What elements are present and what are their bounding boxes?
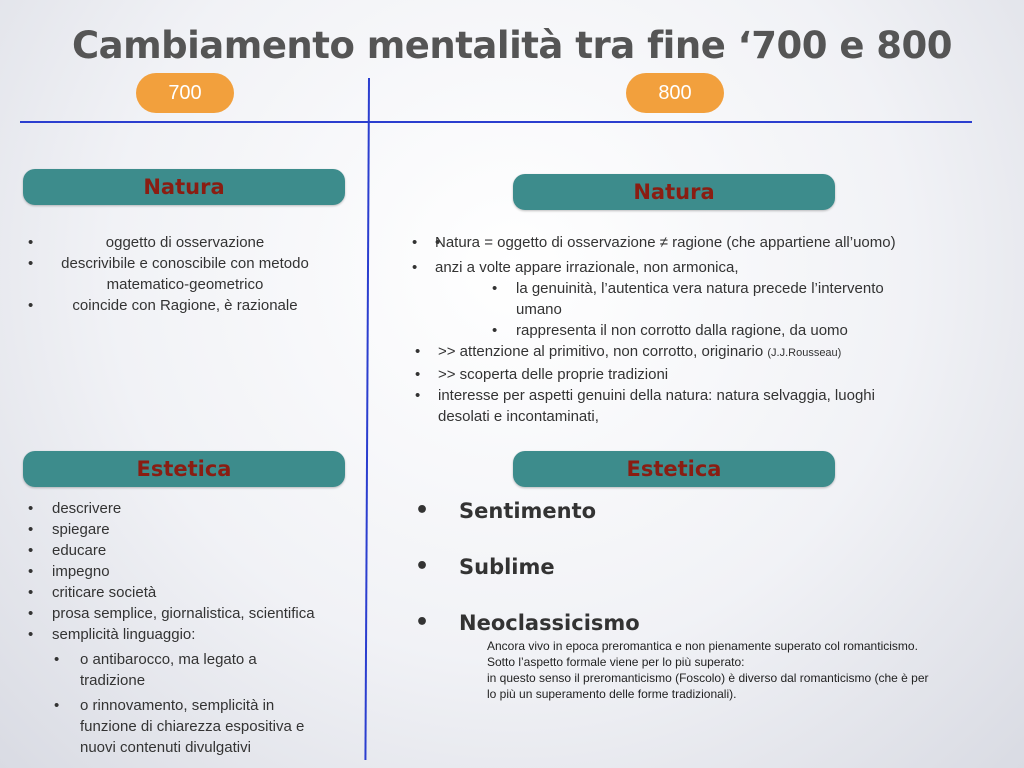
right-estetica-list — [415, 497, 815, 637]
right-natura-heading: Natura — [513, 174, 835, 210]
list-item: • oggetto di osservazione — [28, 232, 342, 253]
left-natura-heading: Natura — [23, 169, 345, 205]
right-natura-list — [410, 232, 990, 427]
left-natura-list — [28, 232, 342, 316]
list-item: • impegno — [25, 561, 355, 582]
list-item: • prosa semplice, giornalistica, scientifica — [25, 603, 355, 624]
list-sub-item-continuation: nuovi contenuti divulgativi — [80, 739, 251, 756]
list-item: • >> scoperta delle proprie tradizioni — [415, 366, 669, 383]
list-item: • criticare società — [25, 582, 355, 603]
list-sub-item-continuation: funzione di chiarezza espositiva e — [80, 718, 305, 735]
list-item-continuation: umano — [516, 301, 562, 318]
list-item: • anzi a volte appare irrazionale, non armonica, — [412, 259, 739, 276]
horizontal-divider — [20, 121, 972, 123]
list-item: • educare — [25, 540, 355, 561]
list-item: • interesse per aspetti genuini della natura: natura selvaggia, luoghi — [415, 387, 875, 404]
list-item: • descrivibile e conoscibile con metodo — [28, 253, 342, 274]
list-item: • • Natura = oggetto di osservazione ≠ ragione (che appartiene all’uomo) — [410, 232, 990, 253]
list-item-continuation: matematico-geometrico — [106, 276, 264, 293]
list-sub-item: • o rinnovamento, semplicità in — [25, 695, 355, 716]
list-item-sublime: • Sublime — [415, 553, 815, 581]
left-estetica-heading: Estetica — [23, 451, 345, 487]
vertical-divider — [364, 78, 370, 760]
list-item-continuation: desolati e incontaminati, — [438, 408, 599, 425]
list-item: • spiegare — [25, 519, 355, 540]
list-item: • rappresenta il non corrotto dalla ragione, da uomo — [492, 322, 848, 339]
list-item: • descrivere — [25, 498, 355, 519]
list-item-sentimento: • Sentimento — [415, 497, 815, 525]
list-item: • coincide con Ragione, è razionale — [28, 295, 342, 316]
pill-800: 800 — [626, 73, 724, 113]
list-sub-item-continuation: tradizione — [80, 672, 146, 689]
page-title: Cambiamento mentalità tra fine ‘700 e 800 — [71, 24, 953, 67]
right-estetica-heading: Estetica — [513, 451, 835, 487]
list-item: • la genuinità, l’autentica vera natura precede l’intervento — [492, 280, 884, 297]
pill-700: 700 — [136, 73, 234, 113]
list-item-neoclassicismo: • Neoclassicismo — [415, 609, 815, 637]
list-sub-item: • o antibarocco, ma legato a — [25, 649, 355, 670]
list-item: • semplicità linguaggio: — [25, 624, 355, 645]
neoclassicismo-note: Ancora vivo in epoca preromantica e non pienamente superato col romanticismo. Sotto l’aspetto formale viene per lo più superato: in questo senso il preromanticismo (Foscolo) è diverso dal romanticismo (che è per lo più un superamento delle forme tradizionali). — [487, 639, 929, 701]
left-estetica-list — [25, 498, 355, 758]
list-item: • >> attenzione al primitivo, non corrotto, originario (J.J.Rousseau) — [415, 343, 842, 360]
